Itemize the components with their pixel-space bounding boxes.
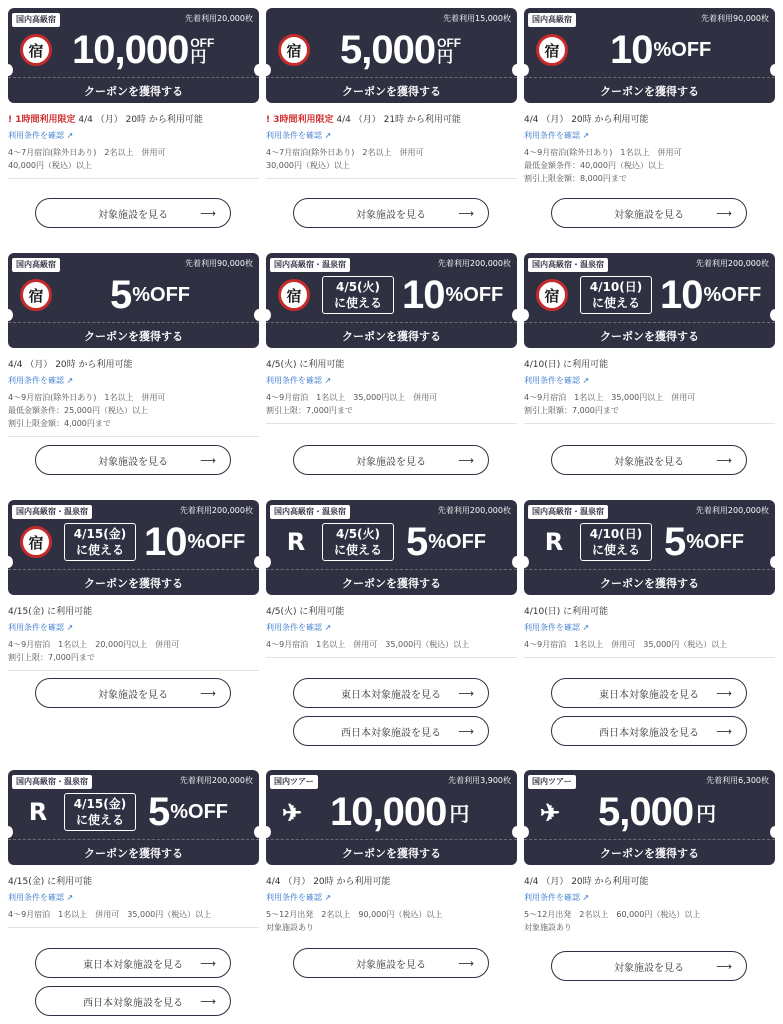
get-coupon-button[interactable]: クーポンを獲得する — [524, 322, 775, 348]
yado-logo-icon: 宿 — [20, 34, 52, 66]
button-label: 対象施設を見る — [356, 959, 426, 971]
get-coupon-button[interactable]: クーポンを獲得する — [8, 569, 259, 595]
condition-line: 4〜9月宿泊 1名以上 併用可 35,000円（税込）以上 — [266, 640, 470, 649]
usage-limit: 先着利用200,000枚 — [179, 506, 253, 515]
arrow-right-icon: ⟶ — [716, 454, 732, 467]
arrow-right-icon: ⟶ — [458, 207, 474, 220]
condition-line: 4〜7月宿泊(除外日あり) 2名以上 併用可 — [266, 148, 424, 157]
usage-limit: 先着利用200,000枚 — [695, 259, 769, 268]
conditions — [8, 391, 259, 430]
divider — [524, 657, 775, 658]
discount-value: 10 — [402, 273, 445, 317]
view-facilities-button[interactable] — [293, 445, 489, 475]
arrow-right-icon: ⟶ — [200, 207, 216, 220]
coupon-card — [524, 770, 775, 934]
date-box — [322, 276, 394, 314]
conditions — [524, 908, 775, 934]
button-label: 対象施設を見る — [98, 689, 168, 701]
arrow-right-icon: ⟶ — [716, 207, 732, 220]
coupon-ticket — [8, 770, 259, 865]
date-box — [64, 523, 136, 561]
conditions — [8, 638, 259, 664]
coupon-ticket — [266, 253, 517, 348]
button-label: 対象施設を見る — [614, 962, 684, 974]
conditions — [8, 146, 259, 172]
terms-link[interactable] — [8, 891, 259, 904]
discount-value: 5,000 — [598, 790, 694, 834]
conditions — [266, 908, 517, 934]
view-facilities-button[interactable] — [35, 445, 231, 475]
arrow-right-icon: ⟶ — [716, 725, 732, 738]
availability: 4/5(火) に利用可能 — [266, 360, 345, 370]
discount-amount — [148, 790, 228, 834]
terms-link-label: 利用条件を確認 — [8, 131, 64, 140]
external-link-icon: ↗ — [66, 623, 74, 632]
availability: 4/4 （月） 20時 から利用可能 — [524, 877, 649, 887]
discount-amount — [340, 28, 461, 72]
percent-off-label: %OFF — [428, 530, 487, 553]
discount-value: 5 — [406, 520, 428, 564]
percent-off-label: %OFF — [703, 283, 762, 306]
usage-limit: 先着利用90,000枚 — [185, 259, 253, 268]
date-sub-label: に使える — [333, 296, 382, 310]
off-label: OFF — [437, 36, 462, 50]
airplane-icon: ✈ — [281, 797, 303, 827]
condition-line: 割引上限額：7,000円まで — [524, 406, 619, 415]
divider — [8, 927, 259, 928]
arrow-right-icon: ⟶ — [200, 957, 216, 970]
date-sub-label: に使える — [75, 813, 124, 827]
yado-logo-icon: 宿 — [536, 279, 568, 311]
coupon-card — [524, 500, 775, 658]
terms-link-label: 利用条件を確認 — [8, 623, 64, 632]
coupon-ticket — [266, 8, 517, 103]
external-link-icon: ↗ — [582, 893, 590, 902]
terms-link-label: 利用条件を確認 — [524, 623, 580, 632]
conditions — [266, 638, 517, 651]
off-label: OFF — [190, 36, 215, 50]
arrow-right-icon: ⟶ — [200, 687, 216, 700]
arrow-right-icon: ⟶ — [458, 687, 474, 700]
external-link-icon: ↗ — [582, 623, 590, 632]
availability: 4/10(日) に利用可能 — [524, 360, 609, 370]
terms-link-label: 利用条件を確認 — [524, 376, 580, 385]
coupon-ticket — [266, 500, 517, 595]
west-facilities-button[interactable] — [35, 986, 231, 1016]
get-coupon-button[interactable]: クーポンを獲得する — [8, 77, 259, 103]
button-label: 西日本対象施設を見る — [83, 997, 183, 1009]
external-link-icon: ↗ — [66, 131, 74, 140]
yado-logo-icon: 宿 — [278, 279, 310, 311]
button-label: 対象施設を見る — [356, 456, 426, 468]
terms-link[interactable] — [8, 374, 259, 387]
availability: 4/4 （月） 20時 から利用可能 — [8, 360, 133, 370]
divider — [266, 178, 517, 179]
coupon-card — [266, 770, 517, 934]
category-badge: 国内高級宿・温泉宿 — [12, 775, 92, 789]
arrow-right-icon: ⟶ — [200, 454, 216, 467]
west-facilities-button[interactable] — [551, 716, 747, 746]
condition-line: 4〜9月宿泊 1名以上 35,000円以上 併用可 — [524, 393, 696, 402]
date-sub-label: に使える — [591, 296, 640, 310]
availability: 4/4 （月） 20時 から利用可能 — [524, 115, 649, 125]
get-coupon-button[interactable]: クーポンを獲得する — [266, 839, 517, 865]
divider — [524, 423, 775, 424]
terms-link[interactable] — [266, 621, 517, 634]
divider — [266, 657, 517, 658]
relux-logo-icon: R — [286, 528, 306, 556]
percent-off-label: %OFF — [653, 38, 712, 61]
arrow-right-icon: ⟶ — [458, 454, 474, 467]
coupon-ticket — [8, 253, 259, 348]
discount-value: 5 — [110, 273, 132, 317]
date-label: 4/10(日) — [589, 280, 643, 294]
terms-link[interactable] — [524, 129, 775, 142]
external-link-icon: ↗ — [582, 376, 590, 385]
view-facilities-button[interactable] — [35, 198, 231, 228]
date-box — [580, 523, 652, 561]
coupon-ticket — [524, 770, 775, 865]
terms-link-label: 利用条件を確認 — [8, 376, 64, 385]
view-facilities-button[interactable] — [293, 198, 489, 228]
conditions — [524, 146, 775, 185]
button-label: 西日本対象施設を見る — [341, 727, 441, 739]
button-label: 対象施設を見る — [98, 456, 168, 468]
discount-value: 5 — [148, 790, 170, 834]
coupon-card — [8, 770, 259, 928]
button-label: 西日本対象施設を見る — [599, 727, 699, 739]
relux-logo-icon: R — [544, 528, 564, 556]
availability-text: 4/4 （月） 20時 から利用可能 — [78, 115, 203, 125]
usage-limit: 先着利用200,000枚 — [437, 259, 511, 268]
terms-link[interactable] — [266, 891, 517, 904]
get-coupon-button[interactable]: クーポンを獲得する — [8, 322, 259, 348]
yen-label: 円 — [449, 801, 470, 826]
availability: 4/15(金) に利用可能 — [8, 607, 93, 617]
category-badge: 国内高級宿・温泉宿 — [12, 505, 92, 519]
discount-value: 10 — [144, 520, 187, 564]
coupon-ticket — [524, 500, 775, 595]
condition-line: 5〜12月出発 2名以上 60,000円（税込）以上 — [524, 910, 701, 919]
view-facilities-button[interactable] — [551, 951, 747, 981]
discount-value: 5,000 — [340, 28, 436, 72]
yado-logo-icon: 宿 — [536, 34, 568, 66]
condition-line: 4〜9月宿泊(除外日あり) 1名以上 併用可 — [524, 148, 682, 157]
terms-link-label: 利用条件を確認 — [524, 893, 580, 902]
view-facilities-button[interactable] — [551, 445, 747, 475]
usage-limit: 先着利用200,000枚 — [437, 506, 511, 515]
availability-text: 4/4 （月） 21時 から利用可能 — [336, 115, 461, 125]
condition-line: 割引上限金額：8,000円まで — [524, 174, 627, 183]
external-link-icon: ↗ — [324, 376, 332, 385]
coupon-card — [524, 8, 775, 185]
discount-value: 10 — [610, 28, 653, 72]
discount-value: 10 — [660, 273, 703, 317]
terms-link[interactable] — [524, 891, 775, 904]
external-link-icon: ↗ — [324, 893, 332, 902]
conditions — [8, 908, 259, 921]
usage-limit: 先着利用15,000枚 — [443, 14, 511, 23]
button-label: 東日本対象施設を見る — [599, 689, 699, 701]
button-label: 東日本対象施設を見る — [83, 959, 183, 971]
divider — [8, 670, 259, 671]
divider — [8, 178, 259, 179]
category-badge: 国内高級宿・温泉宿 — [270, 505, 350, 519]
coupon-ticket — [8, 8, 259, 103]
yen-label: 円 — [696, 801, 717, 826]
coupon-ticket — [266, 770, 517, 865]
view-facilities-button[interactable] — [551, 198, 747, 228]
button-label: 東日本対象施設を見る — [341, 689, 441, 701]
category-badge: 国内高級宿・温泉宿 — [270, 258, 350, 272]
get-coupon-button[interactable]: クーポンを獲得する — [524, 839, 775, 865]
terms-link[interactable] — [524, 374, 775, 387]
time-limit-label: 1時間利用限定 — [15, 115, 76, 125]
category-badge: 国内高級宿 — [528, 13, 576, 27]
date-box — [580, 276, 652, 314]
condition-line: 40,000円（税込）以上 — [8, 161, 92, 170]
yado-logo-icon: 宿 — [20, 279, 52, 311]
external-link-icon: ↗ — [324, 131, 332, 140]
usage-limit: 先着利用200,000枚 — [179, 776, 253, 785]
condition-line: 30,000円（税込）以上 — [266, 161, 350, 170]
time-limit-label: 3時間利用限定 — [273, 115, 334, 125]
divider — [8, 436, 259, 437]
percent-off-label: %OFF — [132, 283, 191, 306]
percent-off-label: %OFF — [187, 530, 246, 553]
availability: 4/5(火) に利用可能 — [266, 607, 345, 617]
condition-line: 割引上限：7,000円まで — [266, 406, 353, 415]
east-facilities-button[interactable] — [293, 678, 489, 708]
terms-link[interactable] — [524, 621, 775, 634]
get-coupon-button[interactable]: クーポンを獲得する — [524, 77, 775, 103]
terms-link-label: 利用条件を確認 — [524, 131, 580, 140]
usage-limit: 先着利用200,000枚 — [695, 506, 769, 515]
date-label: 4/15(金) — [73, 797, 127, 811]
discount-amount — [406, 520, 486, 564]
category-badge: 国内ツアー — [270, 775, 318, 789]
conditions — [266, 146, 517, 172]
get-coupon-button[interactable]: クーポンを獲得する — [8, 839, 259, 865]
terms-link[interactable] — [8, 129, 259, 142]
coupon-ticket — [524, 253, 775, 348]
get-coupon-button[interactable]: クーポンを獲得する — [266, 569, 517, 595]
condition-line: 5〜12月出発 2名以上 90,000円（税込）以上 — [266, 910, 443, 919]
condition-line: 4〜7月宿泊(除外日あり) 2名以上 併用可 — [8, 148, 166, 157]
conditions — [266, 391, 517, 417]
button-label: 対象施設を見る — [356, 209, 426, 221]
date-box — [322, 523, 394, 561]
discount-value: 5 — [664, 520, 686, 564]
coupon-card — [266, 8, 517, 179]
west-facilities-button[interactable] — [293, 716, 489, 746]
coupon-card — [266, 253, 517, 424]
external-link-icon: ↗ — [66, 893, 74, 902]
arrow-right-icon: ⟶ — [458, 957, 474, 970]
terms-link-label: 利用条件を確認 — [266, 893, 322, 902]
terms-link-label: 利用条件を確認 — [266, 131, 322, 140]
condition-line: 4〜9月宿泊 1名以上 35,000円以上 併用可 — [266, 393, 438, 402]
usage-limit: 先着利用3,900枚 — [448, 776, 511, 785]
category-badge: 国内高級宿 — [12, 13, 60, 27]
availability — [266, 113, 517, 127]
condition-line: 最低金額条件：25,000円（税込）以上 — [8, 406, 148, 415]
discount-amount — [610, 28, 711, 72]
percent-off-label: %OFF — [445, 283, 504, 306]
date-label: 4/15(金) — [73, 527, 127, 541]
view-facilities-button[interactable] — [293, 948, 489, 978]
airplane-icon: ✈ — [539, 797, 561, 827]
condition-line: 割引上限金額：4,000円まで — [8, 419, 111, 428]
availability — [8, 113, 259, 127]
usage-limit: 先着利用20,000枚 — [185, 14, 253, 23]
conditions — [524, 638, 775, 651]
condition-line: 4〜9月宿泊 1名以上 併用可 35,000円（税込）以上 — [8, 910, 212, 919]
discount-amount — [330, 790, 469, 834]
discount-value: 10,000 — [330, 790, 447, 834]
warning-icon: ! — [266, 115, 274, 125]
date-label: 4/5(火) — [335, 280, 381, 294]
coupon-ticket — [524, 8, 775, 103]
category-badge: 国内高級宿 — [12, 258, 60, 272]
warning-icon: ! — [8, 115, 16, 125]
button-label: 対象施設を見る — [98, 209, 168, 221]
relux-logo-icon: R — [28, 798, 48, 826]
date-sub-label: に使える — [591, 543, 640, 557]
usage-limit: 先着利用6,300枚 — [706, 776, 769, 785]
yado-logo-icon: 宿 — [20, 526, 52, 558]
divider — [266, 423, 517, 424]
get-coupon-button[interactable]: クーポンを獲得する — [524, 569, 775, 595]
yado-logo-icon: 宿 — [278, 34, 310, 66]
conditions — [524, 391, 775, 417]
arrow-right-icon: ⟶ — [200, 995, 216, 1008]
condition-line: 4〜9月宿泊(除外日あり) 1名以上 併用可 — [8, 393, 166, 402]
discount-amount — [110, 273, 190, 317]
date-sub-label: に使える — [333, 543, 382, 557]
condition-line: 4〜9月宿泊 1名以上 20,000円以上 併用可 — [8, 640, 180, 649]
east-facilities-button[interactable] — [35, 948, 231, 978]
coupon-card — [8, 8, 259, 179]
terms-link-label: 利用条件を確認 — [266, 623, 322, 632]
view-facilities-button[interactable] — [35, 678, 231, 708]
coupon-card — [8, 500, 259, 671]
date-label: 4/10(日) — [589, 527, 643, 541]
condition-line: 最低金額条件：40,000円（税込）以上 — [524, 161, 664, 170]
terms-link[interactable] — [266, 129, 517, 142]
terms-link-label: 利用条件を確認 — [266, 376, 322, 385]
percent-off-label: %OFF — [170, 800, 229, 823]
arrow-right-icon: ⟶ — [716, 687, 732, 700]
external-link-icon: ↗ — [582, 131, 590, 140]
external-link-icon: ↗ — [66, 376, 74, 385]
discount-amount — [72, 28, 214, 72]
discount-amount — [660, 273, 761, 317]
condition-line: 対象施設あり — [524, 923, 572, 932]
arrow-right-icon: ⟶ — [458, 725, 474, 738]
coupon-ticket — [8, 500, 259, 595]
category-badge: 国内高級宿・温泉宿 — [528, 258, 608, 272]
east-facilities-button[interactable] — [551, 678, 747, 708]
condition-line: 割引上限：7,000円まで — [8, 653, 95, 662]
date-label: 4/5(火) — [335, 527, 381, 541]
terms-link[interactable] — [8, 621, 259, 634]
date-sub-label: に使える — [75, 543, 124, 557]
availability: 4/15(金) に利用可能 — [8, 877, 93, 887]
discount-amount — [144, 520, 245, 564]
arrow-right-icon: ⟶ — [716, 960, 732, 973]
availability: 4/10(日) に利用可能 — [524, 607, 609, 617]
condition-line: 対象施設あり — [266, 923, 314, 932]
coupon-card — [8, 253, 259, 437]
condition-line: 4〜9月宿泊 1名以上 併用可 35,000円（税込）以上 — [524, 640, 728, 649]
discount-value: 10,000 — [72, 28, 189, 72]
discount-amount — [402, 273, 503, 317]
yen-label: 円 — [190, 47, 207, 66]
date-box — [64, 793, 136, 831]
button-label: 対象施設を見る — [614, 456, 684, 468]
usage-limit: 先着利用90,000枚 — [701, 14, 769, 23]
coupon-card — [524, 253, 775, 424]
discount-amount — [598, 790, 716, 834]
get-coupon-button[interactable]: クーポンを獲得する — [266, 77, 517, 103]
coupon-card — [266, 500, 517, 658]
yen-label: 円 — [437, 47, 454, 66]
discount-amount — [664, 520, 744, 564]
button-label: 対象施設を見る — [614, 209, 684, 221]
get-coupon-button[interactable]: クーポンを獲得する — [266, 322, 517, 348]
category-badge: 国内高級宿・温泉宿 — [528, 505, 608, 519]
external-link-icon: ↗ — [324, 623, 332, 632]
terms-link[interactable] — [266, 374, 517, 387]
availability: 4/4 （月） 20時 から利用可能 — [266, 877, 391, 887]
category-badge: 国内ツアー — [528, 775, 576, 789]
terms-link-label: 利用条件を確認 — [8, 893, 64, 902]
percent-off-label: %OFF — [686, 530, 745, 553]
